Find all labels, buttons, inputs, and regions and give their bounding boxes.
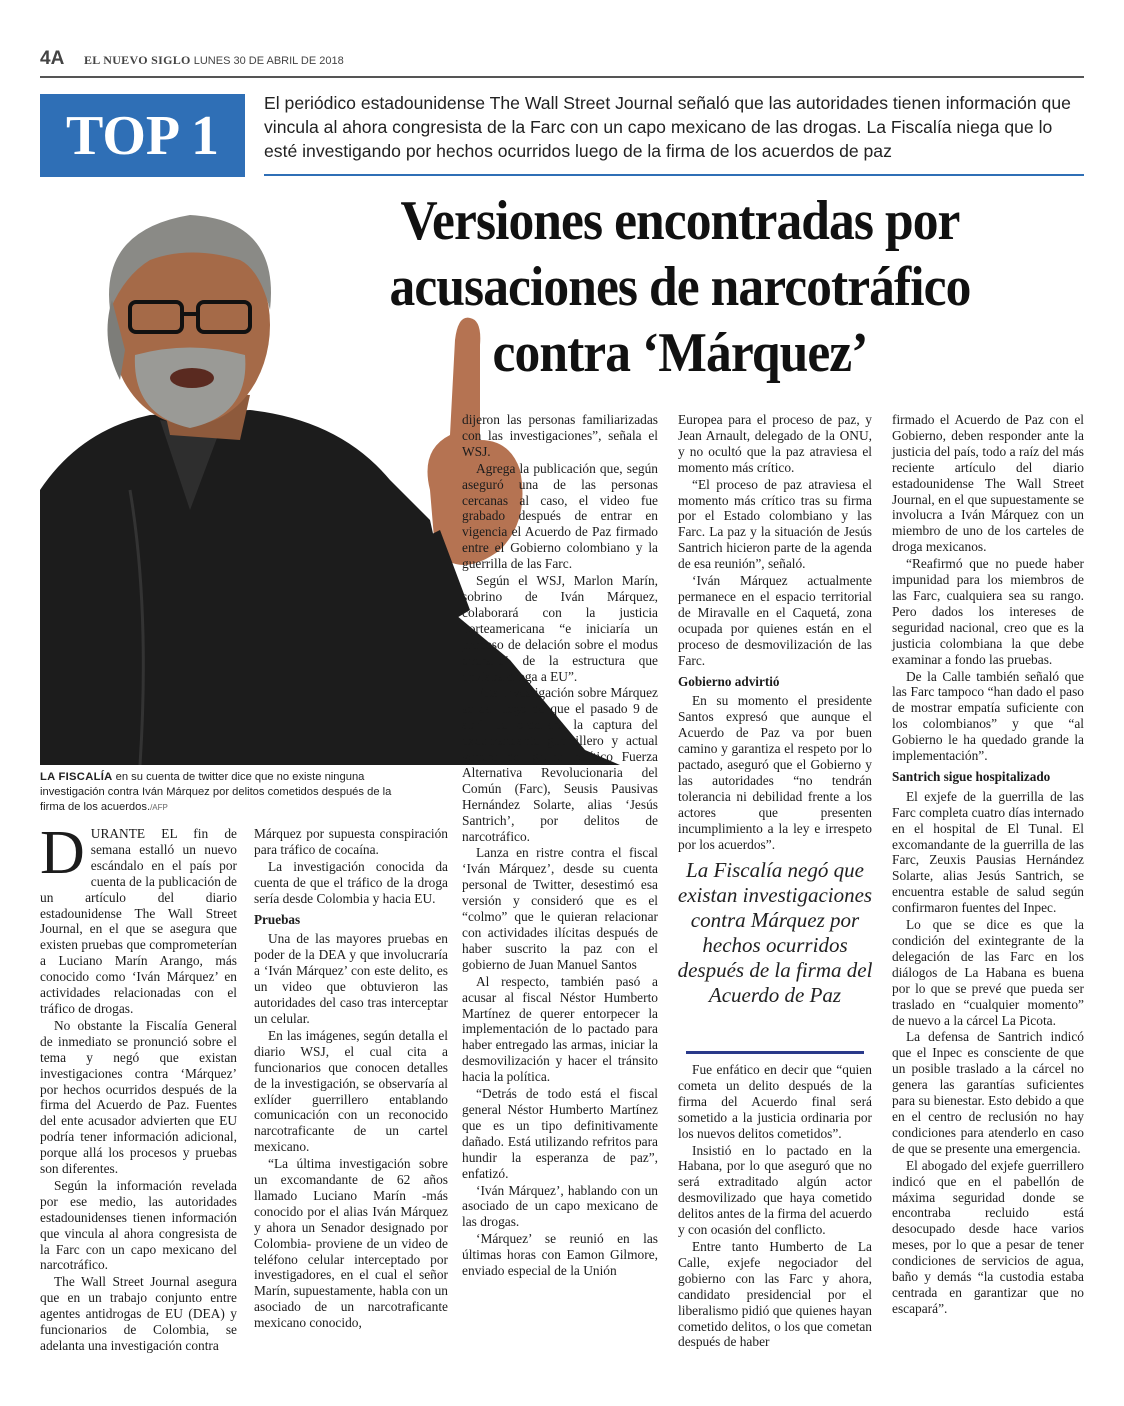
subheading-gobierno: Gobierno advirtió <box>678 673 780 689</box>
caption-lead: LA FISCALÍA <box>40 771 113 783</box>
paragraph: Esta investigación sobre Márquez se da luego de que el pasado 9 de abril se ordenara la captura del excomandante guerrillero y actual vocero del grupo político Fuerza Alternativa Revolucionaria del Común (Farc), Seusis Pausivas Hernández Solarte, alias ‘Jesús Santrich’, por delitos de narcotráfico. <box>462 685 658 844</box>
article-column-4 <box>678 412 872 852</box>
headline <box>330 188 1029 386</box>
paragraph: firmado el Acuerdo de Paz con el Gobierno, deben responder ante la justicia del país, todo a raíz del más reciente artículo del diario estadounidense The Wall Street Journal, en el que supuestamente se involucra a Iván Márquez con un miembro de uno de los carteles de droga mexicanos. <box>892 412 1084 555</box>
paragraph: La investigación conocida da cuenta de que el tráfico de la droga sería desde Colombia y hacia EU. <box>254 858 448 906</box>
caption-text: en su cuenta de twitter dice que no existe ninguna investigación contra Iván Márquez por delitos cometidos después de la firma de los acuerdos. <box>40 771 392 813</box>
paragraph: Lo que se dice es que la condición del exintegrante de la delegación de las Farc en los diálogos de La Habana es buena por lo que se prevé que pueda ser traslado en “cualquier momento” de nuevo a la cárcel La Picota. <box>892 917 1084 1028</box>
paragraph: En su momento el presidente Santos expresó que aunque el Acuerdo de Paz va por buen camino y garantiza el respeto por lo pactado, aseguró que el Gobierno y las autoridades “no tendrán tolerancia ni debilidad frente a los actores que presenten incumplimiento a la ley e irrespeto por los acuerdos”. <box>678 693 872 852</box>
header-rule <box>40 76 1084 78</box>
article-column-1 <box>40 819 237 1354</box>
paragraph: ‘Márquez’ se reunió en las últimas horas con Eamon Gilmore, enviado especial de la Unión <box>462 1231 658 1279</box>
pull-quote-rule <box>686 1051 864 1054</box>
paragraph: The Wall Street Journal asegura que en un trabajo conjunto entre agentes antidrogas de EU (DEA) y funcionarios de Colombia, se adelanta una investigación contra <box>40 1274 237 1353</box>
subheading-santrich: Santrich sigue hospitalizado <box>892 768 1051 784</box>
paragraph: Lanza en ristre contra el fiscal ‘Iván Márquez’, desde su cuenta personal de Twitter, desestimó esa versión y consideró que es el “colmo” que le quieran relacionar con actividades ilícitas después de haber suscrito la paz con el gobierno de Juan Manuel Santos <box>462 845 658 972</box>
drop-cap: D <box>40 819 85 887</box>
page-number: 4A <box>40 48 65 69</box>
paragraph: “Detrás de todo está el fiscal general Néstor Humberto Martínez que es un tipo definitivamente dañado. Está utilizando refritos para hundir la esperanza de paz”, enfatizó. <box>462 1086 658 1181</box>
issue-date: LUNES 30 DE ABRIL DE 2018 <box>193 55 344 67</box>
paragraph: Márquez por supuesta conspiración para tráfico de cocaína. <box>254 826 448 857</box>
paragraph: El exjefe de la guerrilla de las Farc completa cuatro días internado en el hospital de El Tunal. El excomandante de la guerrilla de las Farc, Zeuxis Pausias Hernández Solarte, alias Jesús Santrich, se encuentra estable de salud según confirmaron fuentes del Inpec. <box>892 788 1084 916</box>
caption-credit: /AFP <box>150 803 168 812</box>
pull-quote: La Fiscalía negó que existan investigaciones contra Márquez por hechos ocurridos después de la firma del Acuerdo de Paz <box>677 858 873 1007</box>
paragraph: Entre tanto Humberto de La Calle, exjefe negociador del gobierno con las Farc y ahora, candidato presidencial por el liberalismo pidió que quienes hayan cometido delitos, o los que cometan después de haber <box>678 1238 872 1350</box>
article-column-4-continued <box>678 1062 872 1350</box>
paragraph: La defensa de Santrich indicó que el Inpec es consciente de que un posible traslado a la cárcel no genera las garantías suficientes para su bienestar. Esto debido a que en el centro de reclusión no hay condiciones para atenderlo en caso de que se presente una emergencia. <box>892 1029 1084 1156</box>
article-column-2 <box>254 826 448 1331</box>
headline-line-3: contra ‘Márquez’ <box>492 322 868 384</box>
paragraph: En las imágenes, según detalla el diario WSJ, el cual cita a funcionarios que conocen detalles de la investigación, se observaría al exlíder guerrillero entablando comunicación con un reconocido narcotraficante de un cartel mexicano. <box>254 1027 448 1155</box>
paragraph: ‘Iván Márquez actualmente permanece en el espacio territorial de Miravalle en el Caquetá, zona ocupada por quienes están en el proceso de desmovilización de las Farc. <box>678 573 872 668</box>
paragraph: De la Calle también señaló que las Farc tampoco “han dado el paso de mostrar empatía suficiente con los colombianos” y que “al Gobierno le ha quedado grande la implementación”. <box>892 668 1084 764</box>
paragraph: ‘Iván Márquez’, hablando con un asociado de un capo mexicano de las drogas. <box>462 1182 658 1230</box>
newspaper-name: EL NUEVO SIGLO <box>84 53 191 67</box>
paragraph: Agrega la publicación que, según aseguró una de las personas cercanas al caso, el video fue grabado después de entrar en vigencia el Acuerdo de Paz firmado entre el Gobierno colombiano y la guerrilla de las Farc. <box>462 460 658 572</box>
paragraph: dijeron las personas familiarizadas con las investigaciones”, señala el WSJ. <box>462 412 658 459</box>
paragraph: “La última investigación sobre un excomandante de 62 años llamado Luciano Marín -más conocido por el alias Iván Márquez y ahora un Senador designado por Colombia- proviene de un video de teléfono celular interceptado por investigadores, en el cual el señor Marín, supuestamente, habla con un asociado de un narcotraficante mexicano conocido, <box>254 1156 448 1331</box>
paragraph: “El proceso de paz atraviesa el momento más crítico tras su firma por el Estado colombiano y las Farc. La paz y la situación de Jesús Santrich hicieron parte de la agenda de esa reunión”, señaló. <box>678 476 872 572</box>
top-rule <box>264 174 1084 176</box>
article-column-5 <box>892 412 1084 1317</box>
paragraph: Insistió en lo pactado en la Habana, por lo que aseguró que no será extraditado algún actor desmovilizado que haya cometido delitos antes de la firma del acuerdo y con ocasión del conflicto. <box>678 1142 872 1238</box>
headline-line-1: Versiones encontradas por <box>400 190 960 252</box>
paragraph: Al respecto, también pasó a acusar al fiscal Néstor Humberto Martínez de querer entorpecer la implementación de lo pactado para haber entregado las armas, iniciar la desmovilización y hacer el tránsito hacia la política. <box>462 973 658 1085</box>
top-label: TOP 1 <box>65 105 219 167</box>
subheading-pruebas: Pruebas <box>254 911 301 927</box>
paragraph: “Reafirmó que no puede haber impunidad para los miembros de las Farc, cualquiera sea su rango. Pero dados los intereses de seguridad nacional, creo que es la justicia colombiana la que debe examinar a fondo las pruebas. <box>892 556 1084 667</box>
photo-caption <box>40 770 410 815</box>
top-summary: El periódico estadounidense The Wall Street Journal señaló que las autoridades tienen información que vincula al ahora congresista de la Farc con un capo mexicano de las drogas. La Fiscalía niega que lo esté investigando por hechos ocurridos luego de la firma de los acuerdos de paz <box>264 93 1071 161</box>
masthead <box>84 53 344 68</box>
paragraph: Fue enfático en decir que “quien cometa un delito después de la firma del Acuerdo final será sometido a la justicia ordinaria por los nuevos delitos cometidos”. <box>678 1062 872 1141</box>
paragraph: Según la información revelada por ese medio, las autoridades estadounidenses tienen información que vincula al ahora congresista de la Farc con un capo mexicano del narcotráfico. <box>40 1177 237 1273</box>
headline-line-2: acusaciones de narcotráfico <box>389 256 971 318</box>
paragraph: Una de las mayores pruebas en poder de la DEA y que involucraría a ‘Iván Márquez’ con este delito, es un video que obtuvieron las autoridades del caso tras interceptar un celular. <box>254 931 448 1026</box>
paragraph: URANTE EL fin de semana estalló un nuevo escándalo en el país por cuenta de la publicación de un artículo del diario estadounidense The Wall Street Journal, en el que se asegura que existen pruebas que comprometerían a Luciano Marín Arango, más conocido como ‘Iván Márquez’ en actividades relacionadas con el tráfico de drogas. <box>40 826 237 1016</box>
paragraph: El abogado del exjefe guerrillero indicó que en el pabellón de máxima seguridad donde se encontraba recluido está desocupado desde hace varios meses, por lo que a pesar de tener condiciones de servicios de agua, baño y demás “la custodia estaba centrada en garantizar que no escapará”. <box>892 1157 1084 1316</box>
paragraph: Europea para el proceso de paz, y Jean Arnault, delegado de la ONU, y no ocultó que la paz atraviesa el momento más crítico. <box>678 412 872 475</box>
paragraph: Según el WSJ, Marlon Marín, sobrino de Iván Márquez, colaborará con la justicia norteamericana “e iniciaría un proceso de delación sobre el modus operandi de la estructura que enviaba droga a EU”. <box>462 573 658 684</box>
article-column-3 <box>462 412 658 1279</box>
paragraph: No obstante la Fiscalía General de inmediato se pronunció sobre el tema y negó que existan investigaciones contra ‘Márquez’ por hechos ocurridos después de la firma del Acuerdo de Paz. Fuentes del ente acusador advierten que EU podría tener información adicional, porque allá los procesos y pruebas son diferentes. <box>40 1017 237 1177</box>
